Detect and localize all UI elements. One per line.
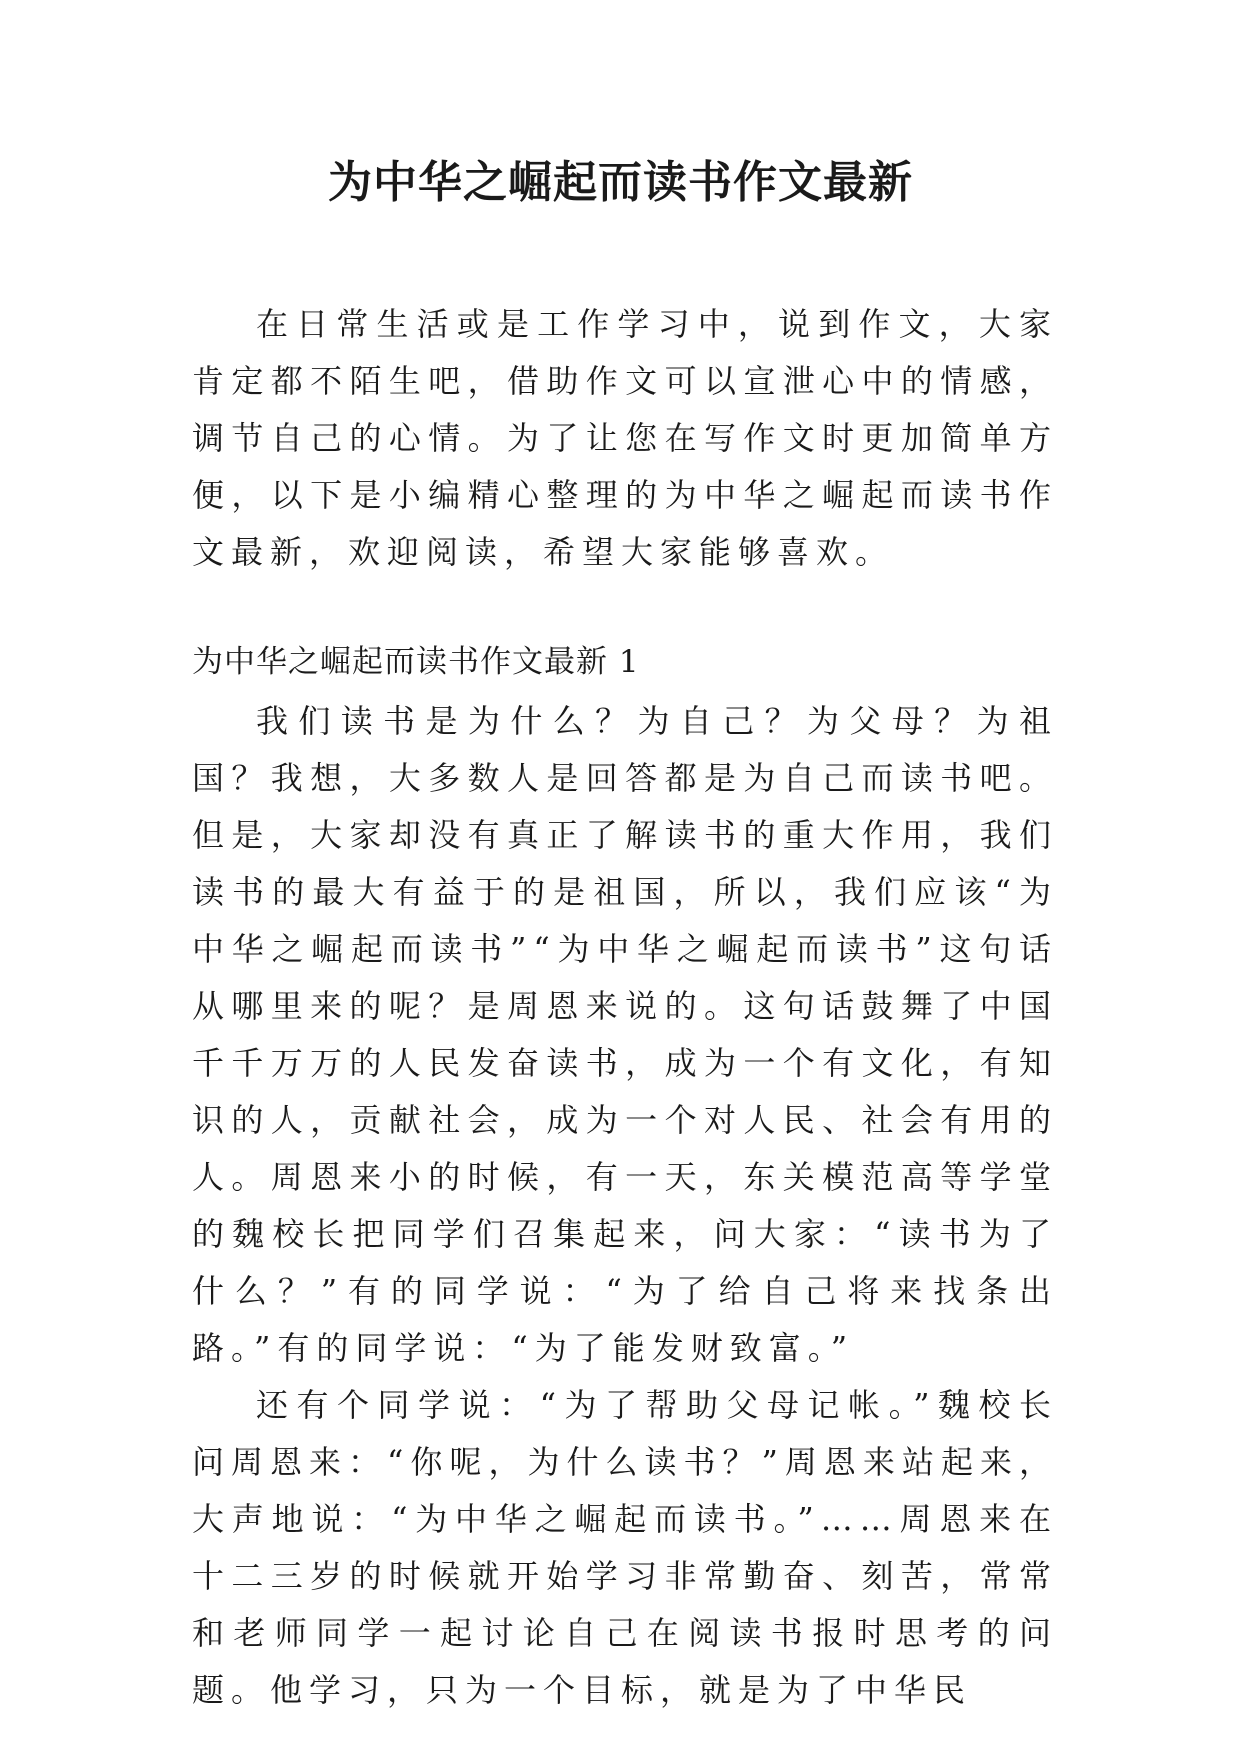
intro-block [192, 296, 1058, 581]
section-paragraph: 我们读书是为什么？为自己？为父母？为祖国？我想，大多数人是回答都是为自己而读书吧。但是，大家却没有真正了解读书的重大作用，我们读书的最大有益于的是祖国，所以，我们应该“为中华之崛起而读书”“为中华之崛起而读书”这句话从哪里来的呢？是周恩来说的。这句话鼓舞了中国千千万万的人民发奋读书，成为一个有文化，有知识的人，贡献社会，成为一个对人民、社会有用的人。周恩来小的时候，有一天，东关模范高等学堂的魏校长把同学们召集起来，问大家：“读书为了什么？”有的同学说：“为了给自己将来找条出路。”有的同学说：“为了能发财致富。” [192, 702, 1058, 1367]
section-body [192, 693, 1058, 1719]
intro-paragraph: 在日常生活或是工作学习中，说到作文，大家肯定都不陌生吧，借助作文可以宣泄心中的情感，调节自己的心情。为了让您在写作文时更加简单方便，以下是小编精心整理的为中华之崛起而读书作文最新，欢迎阅读，希望大家能够喜欢。 [192, 305, 1058, 571]
section-paragraph: 还有个同学说：“为了帮助父母记帐。”魏校长问周恩来：“你呢，为什么读书？”周恩来站起来，大声地说：“为中华之崛起而读书。”……周恩来在十二三岁的时候就开始学习非常勤奋、刻苦，常常和老师同学一起讨论自己在阅读书报时思考的问题。他学习，只为一个目标，就是为了中华民 [192, 1386, 1058, 1709]
section-heading: 为中华之崛起而读书作文最新 1 [192, 644, 640, 680]
document-title: 为中华之崛起而读书作文最新 [328, 157, 913, 208]
